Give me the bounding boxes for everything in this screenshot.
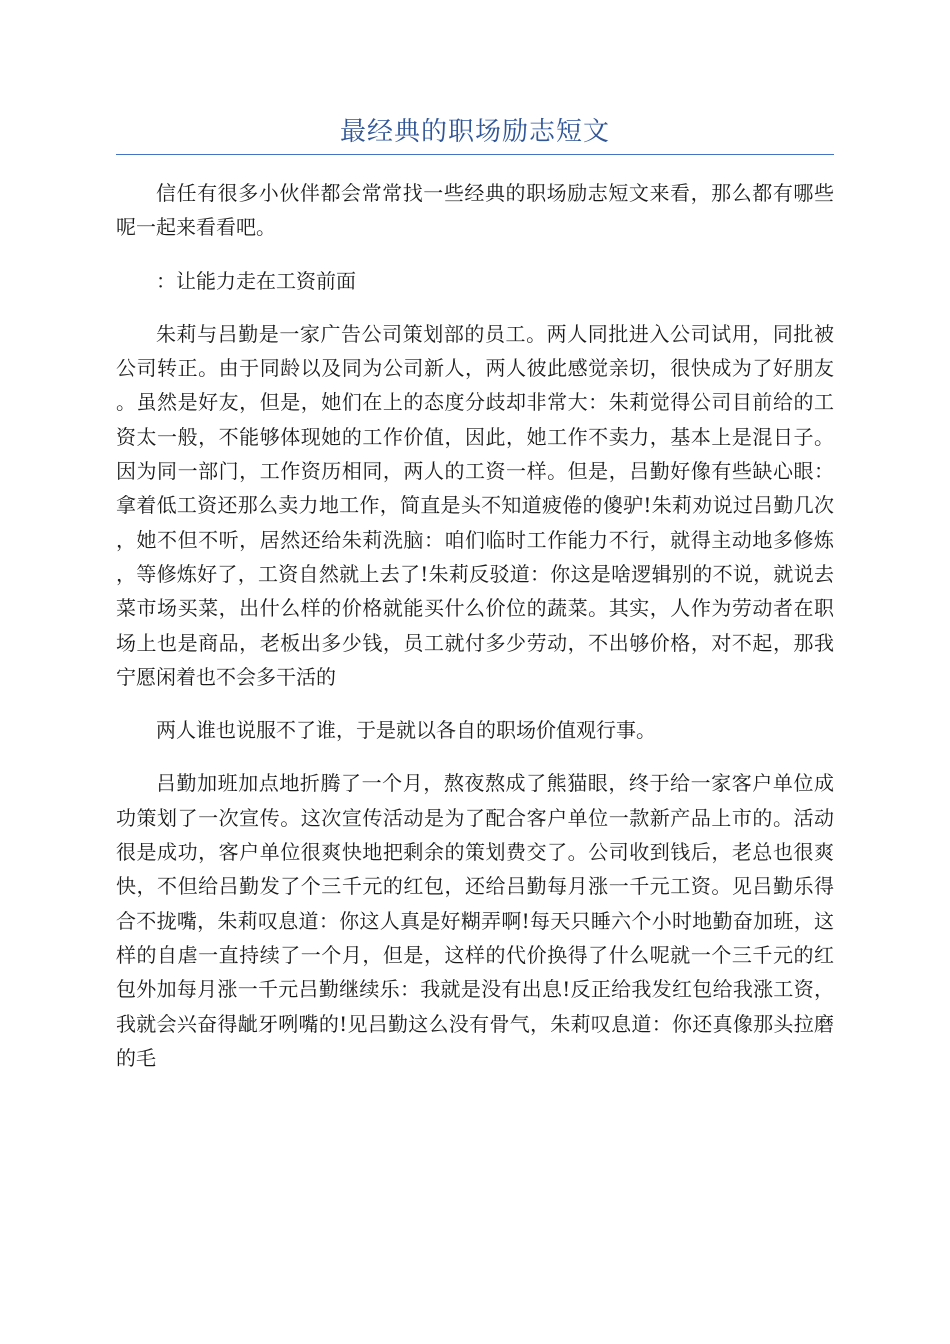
paragraph-story-2: 两人谁也说服不了谁，于是就以各自的职场价值观行事。 bbox=[156, 718, 656, 743]
document-body bbox=[116, 176, 834, 1094]
document-title: 最经典的职场励志短文 bbox=[339, 117, 610, 147]
title-underline bbox=[116, 154, 834, 155]
paragraph-story-3: 吕勤加班加点地折腾了一个月，熬夜熬成了熊猫眼，终于给一家客户单位成功策划了一次宣传。这次宣传活动是为了配合客户单位一款新产品上市的。活动很是成功，客户单位很爽快地把剩余的策划费交了。公司收到钱后，老总也很爽快，不但给吕勤发了个三千元的红包，还给吕勤每月涨一千元工资。见吕勤乐得合不拢嘴，朱莉叹息道：你这人真是好糊弄啊!每天只睡六个小时地勤奋加班，这样的自虐一直持续了一个月，但是，这样的代价换得了什么呢就一个三千元的红包外加每月涨一千元吕勤继续乐：我就是没有出息!反正给我发红包给我涨工资，我就会兴奋得龇牙咧嘴的!见吕勤这么没有骨气，朱莉叹息道：你还真像那头拉磨的毛 bbox=[116, 771, 834, 1070]
paragraph-story-1: 朱莉与吕勤是一家广告公司策划部的员工。两人同批进入公司试用，同批被公司转正。由于同龄以及同为公司新人，两人彼此感觉亲切，很快成为了好朋友。虽然是好友，但是，她们在上的态度分歧却非常大：朱莉觉得公司目前给的工资太一般，不能够体现她的工作价值，因此，她工作不卖力，基本上是混日子。因为同一部门，工作资历相同，两人的工资一样。但是，吕勤好像有些缺心眼：拿着低工资还那么卖力地工作，简直是头不知道疲倦的傻驴!朱莉劝说过吕勤几次，她不但不听，居然还给朱莉洗脑：咱们临时工作能力不行，就得主动地多修炼，等修炼好了，工资自然就上去了!朱莉反驳道：你这是啥逻辑别的不说，就说去菜市场买菜，出什么样的价格就能买什么价位的蔬菜。其实，人作为劳动者在职场上也是商品，老板出多少钱，员工就付多少劳动，不出够价格，对不起，那我宁愿闲着也不会多干活的 bbox=[116, 321, 834, 689]
paragraph-heading: ：让能力走在工资前面 bbox=[156, 268, 356, 293]
paragraph-intro: 信任有很多小伙伴都会常常找一些经典的职场励志短文来看，那么都有哪些呢一起来看看吧。 bbox=[116, 181, 834, 240]
